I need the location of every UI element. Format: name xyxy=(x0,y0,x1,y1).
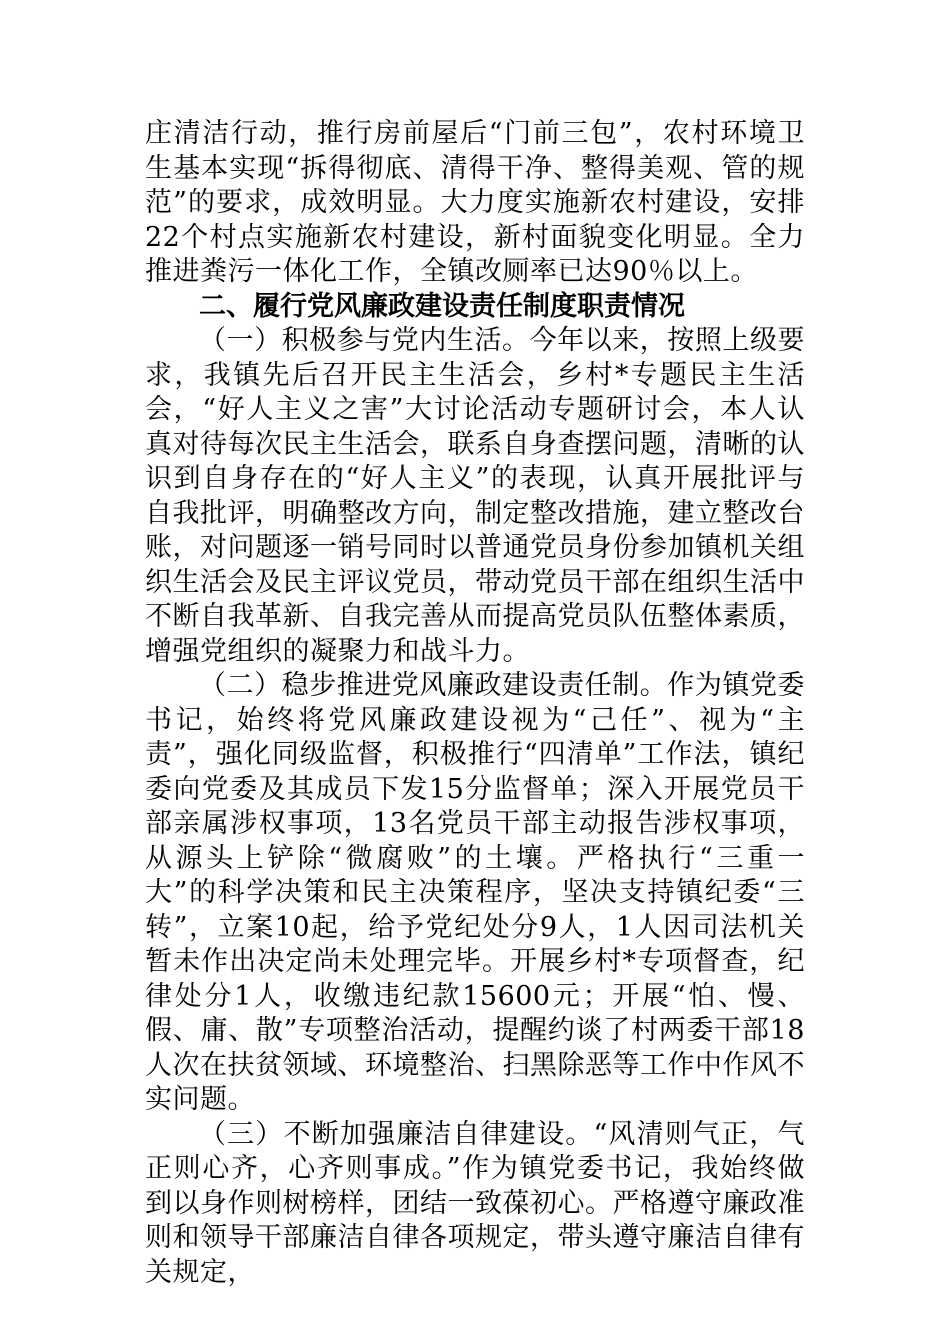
paragraph-self-discipline: （三）不断加强廉洁自律建设。“风清则气正，气正则心齐，心齐则事成。”作为镇党委书记，我始终做到以身作则树榜样，团结一致葆初心。严格遵守廉政准则和领导干部廉洁自律各项规定，带头遵守廉洁自律有关规定， xyxy=(145,1118,805,1288)
paragraph-sanitation: 庄清洁行动，推行房前屋后“门前三包”，农村环境卫生基本实现“拆得彻底、清得干净、整得美观、管的规范”的要求，成效明显。大力度实施新农村建设，安排22个村点实施新农村建设，新村面貌变化明显。全力推进粪污一体化工作，全镇改厕率已达90％以上。 xyxy=(145,118,805,287)
section-heading-2: 二、履行党风廉政建设责任制度职责情况 xyxy=(199,290,685,322)
paragraph-responsibility-system: （二）稳步推进党风廉政建设责任制。作为镇党委书记，始终将党风廉政建设视为“己任”、视为“主责”，强化同级监督，积极推行“四清单”工作法，镇纪委向党委及其成员下发15分监督单；深入开展党员干部亲属涉权事项，13名党员干部主动报告涉权事项，从源头上铲除“微腐败”的土壤。严格执行“三重一大”的科学决策和民主决策程序，坚决支持镇纪委“三转”，立案10起，给予党纪处分9人，1人因司法机关暂未作出决定尚未处理完毕。开展乡村*专项督查，纪律处分1人，收缴违纪款15600元；开展“怕、慢、假、庸、散”专项整治活动，提醒约谈了村两委干部18人次在扶贫领域、环境整治、扫黑除恶等工作中作风不实问题。 xyxy=(145,670,805,1115)
document-page xyxy=(145,117,805,1290)
paragraph-party-life: （一）积极参与党内生活。今年以来，按照上级要求，我镇先后召开民主生活会，乡村*专题民主生活会，“好人主义之害”大讨论活动专题研讨会，本人认真对待每次民主生活会，联系自身查摆问题，清晰的认识到自身存在的“好人主义”的表现，认真开展批评与自我批评，明确整改方向，制定整改措施，建立整改台账，对问题逐一销号同时以普通党员身份参加镇机关组织生活会及民主评议党员，带动党员干部在组织生活中不断自我革新、自我完善从而提高党员队伍整体素质，增强党组织的凝聚力和战斗力。 xyxy=(145,325,805,667)
